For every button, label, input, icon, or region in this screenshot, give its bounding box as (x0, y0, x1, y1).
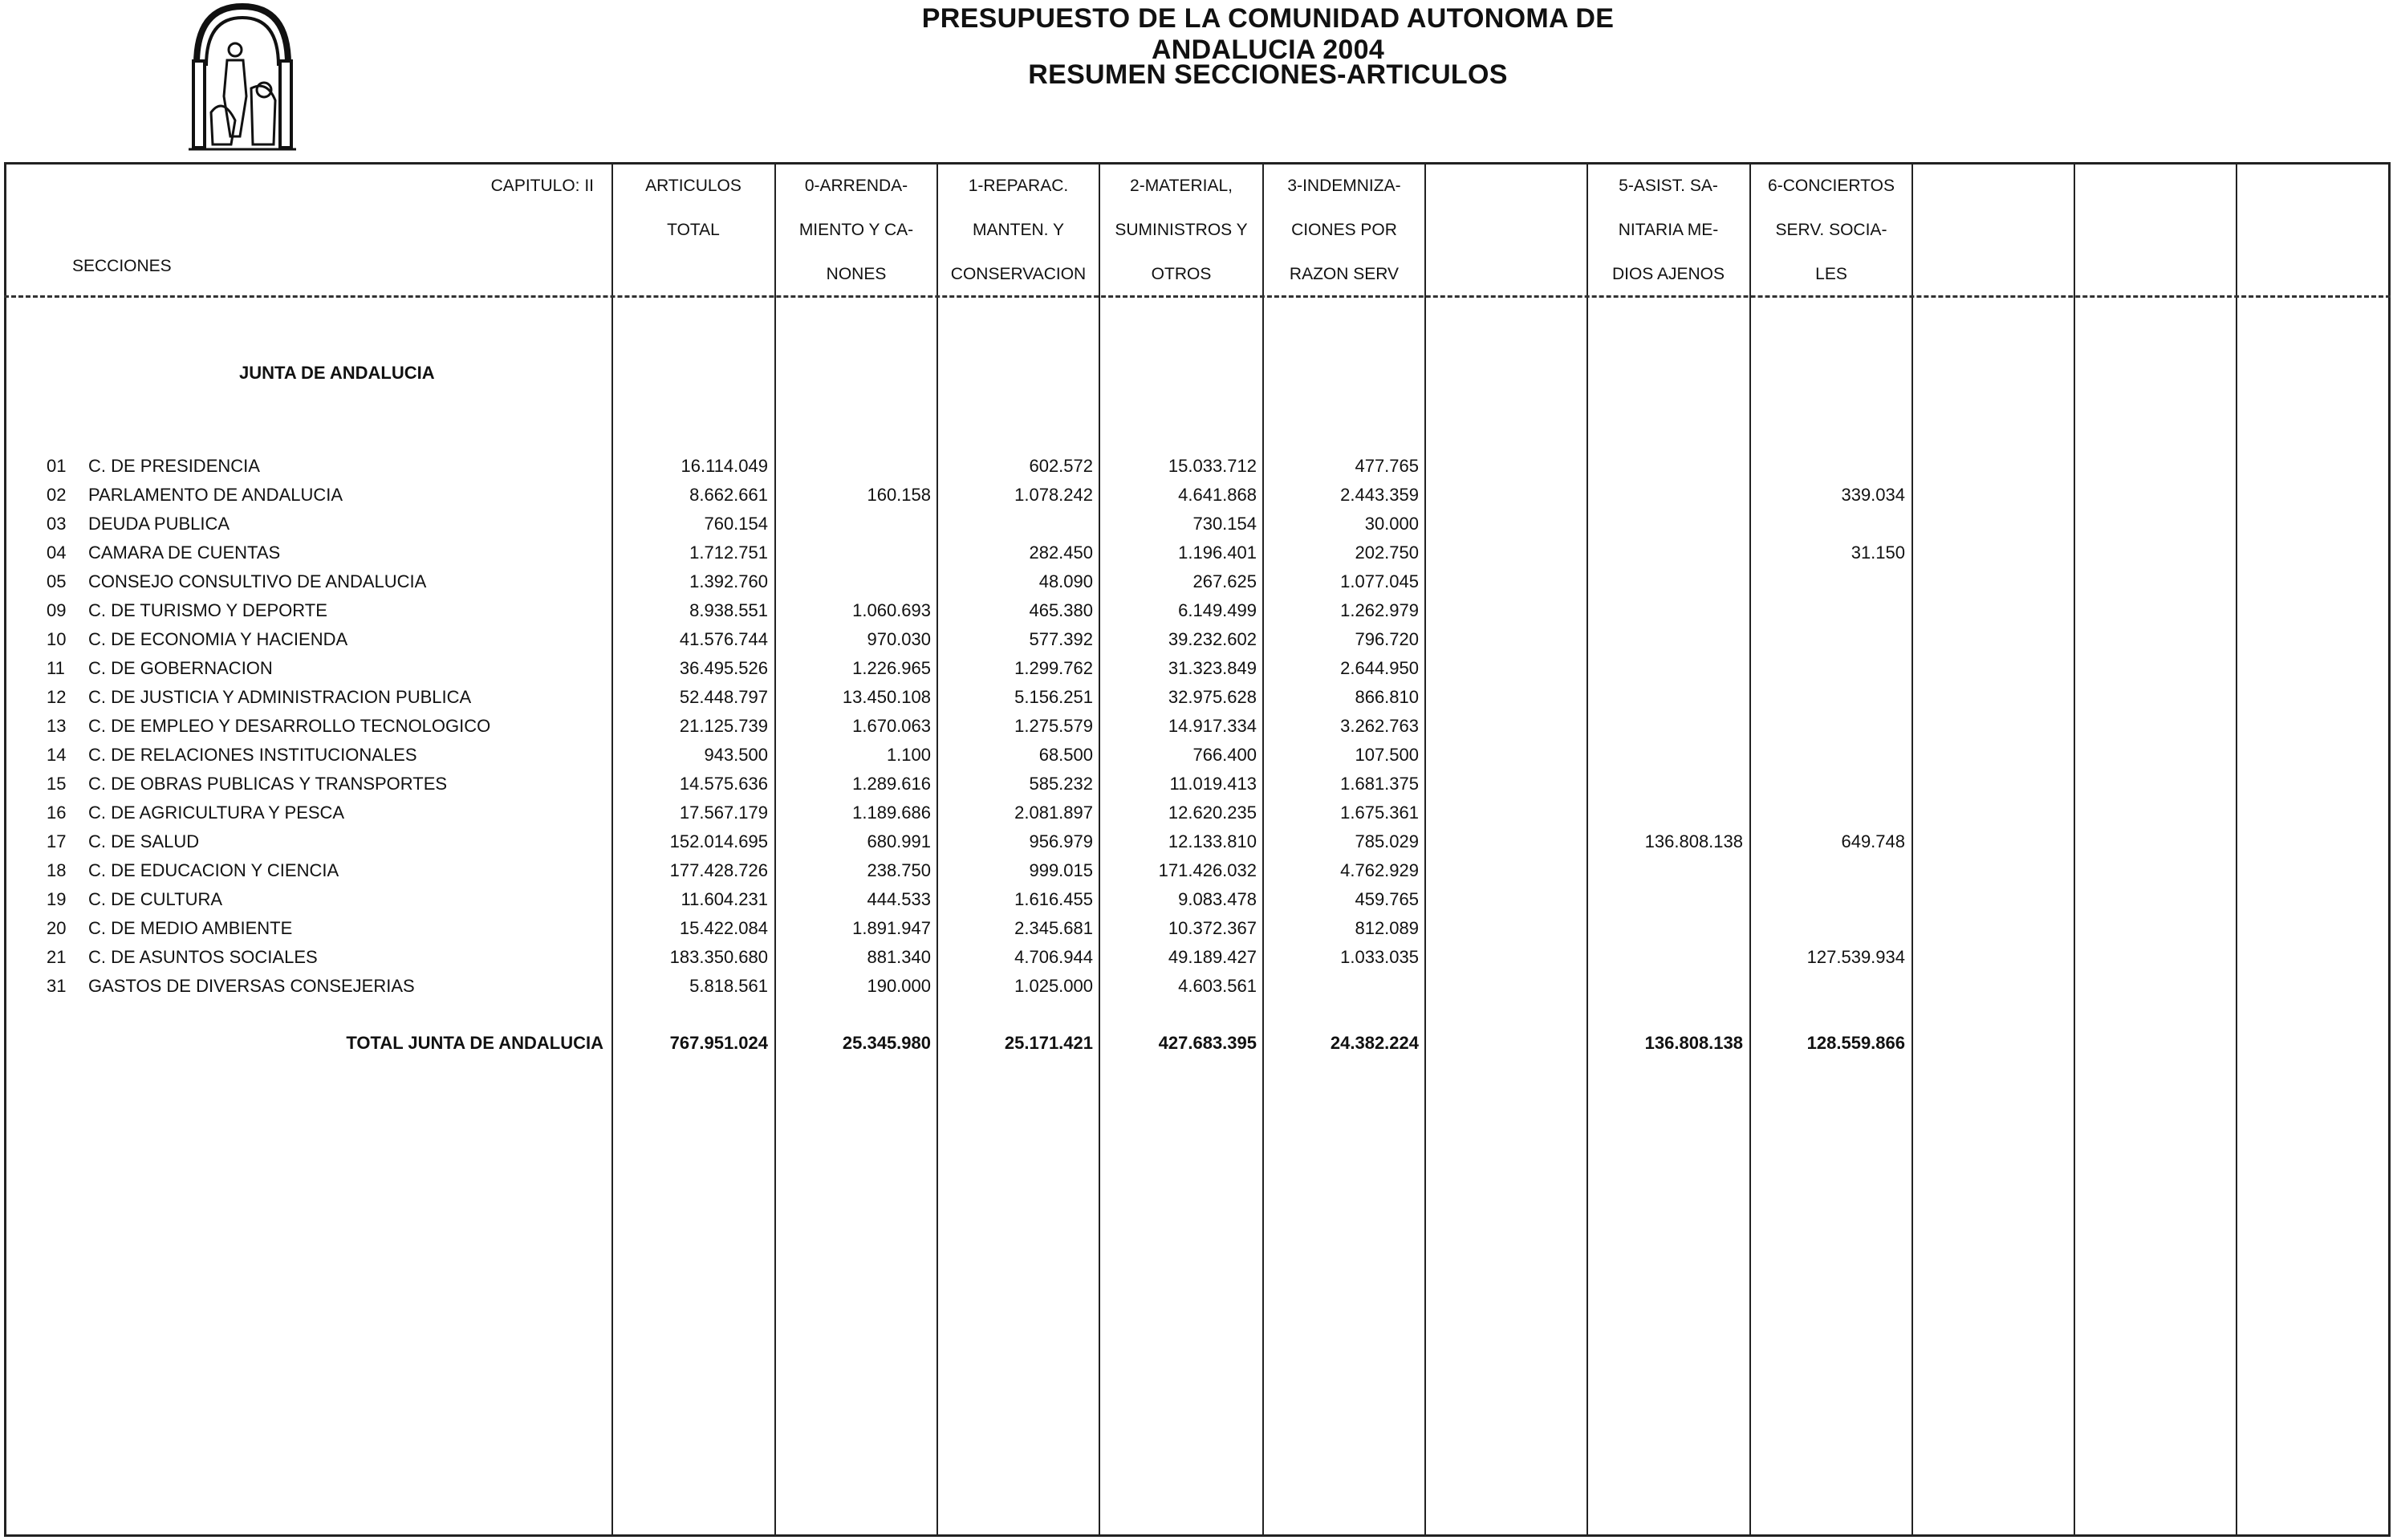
row-code: 18 (47, 860, 67, 880)
row-value: 1.681.375 (1340, 774, 1419, 794)
capitulo-label: CAPITULO: II (490, 177, 594, 195)
row-value: 1.189.686 (852, 803, 931, 823)
row-value: 5.156.251 (1014, 687, 1093, 707)
row-value: 8.662.661 (689, 485, 768, 505)
row-value: 1.077.045 (1340, 571, 1419, 591)
total-label: TOTAL JUNTA DE ANDALUCIA (346, 1033, 603, 1053)
col-header-asistencia-l1: 5-ASIST. SA- (1619, 177, 1718, 195)
row-name: C. DE RELACIONES INSTITUCIONALES (88, 745, 417, 765)
total-value: 427.683.395 (1158, 1033, 1257, 1053)
row-value: 999.015 (1029, 860, 1093, 880)
row-value: 10.372.367 (1168, 918, 1257, 938)
row-value: 4.641.868 (1178, 485, 1257, 505)
row-value: 785.029 (1355, 831, 1419, 851)
row-value: 282.450 (1029, 542, 1093, 563)
row-value: 3.262.763 (1340, 716, 1419, 736)
total-value: 25.345.980 (842, 1033, 931, 1053)
row-value: 4.706.944 (1014, 947, 1093, 967)
row-name: GASTOS DE DIVERSAS CONSEJERIAS (88, 976, 415, 996)
junta-andalucia-emblem-logo (187, 0, 298, 152)
col-header-arrendamientos-l1: 0-ARRENDA- (804, 177, 908, 195)
row-value: 17.567.179 (679, 803, 768, 823)
row-code: 02 (47, 485, 67, 505)
row-value: 152.014.695 (669, 831, 768, 851)
column-divider (2236, 162, 2237, 1537)
row-name: C. DE ECONOMIA Y HACIENDA (88, 629, 348, 649)
row-name: C. DE SALUD (88, 831, 200, 851)
col-header-material-l1: 2-MATERIAL, (1130, 177, 1233, 195)
row-name: C. DE CULTURA (88, 889, 223, 909)
col-header-asistencia-l2: NITARIA ME- (1618, 221, 1719, 239)
col-header-articulos-l2: TOTAL (667, 221, 720, 239)
total-value: 24.382.224 (1330, 1033, 1419, 1053)
row-name: C. DE OBRAS PUBLICAS Y TRANSPORTES (88, 774, 448, 794)
row-value: 1.299.762 (1014, 658, 1093, 678)
row-value: 8.938.551 (689, 600, 768, 620)
col-header-material-l3: OTROS (1151, 265, 1212, 283)
total-value: 25.171.421 (1004, 1033, 1093, 1053)
row-value: 32.975.628 (1168, 687, 1257, 707)
col-header-material-l2: SUMINISTROS Y (1115, 221, 1248, 239)
col-header-conciertos-l3: LES (1815, 265, 1847, 283)
column-divider (2074, 162, 2075, 1537)
row-value: 2.345.681 (1014, 918, 1093, 938)
row-value: 52.448.797 (679, 687, 768, 707)
row-name: C. DE MEDIO AMBIENTE (88, 918, 293, 938)
col-header-arrendamientos-l3: NONES (826, 265, 887, 283)
row-code: 14 (47, 745, 67, 765)
row-value: 1.712.751 (689, 542, 768, 563)
total-value: 136.808.138 (1644, 1033, 1743, 1053)
row-value: 465.380 (1029, 600, 1093, 620)
row-value: 202.750 (1355, 542, 1419, 563)
row-value: 31.150 (1851, 542, 1905, 563)
row-value: 16.114.049 (681, 456, 768, 476)
row-code: 19 (47, 889, 67, 909)
row-value: 4.762.929 (1340, 860, 1419, 880)
row-code: 11 (47, 658, 65, 678)
row-value: 68.500 (1038, 745, 1093, 765)
col-header-reparac-l1: 1-REPARAC. (968, 177, 1069, 195)
row-value: 1.670.063 (852, 716, 931, 736)
row-value: 943.500 (704, 745, 768, 765)
row-value: 11.604.231 (681, 889, 768, 909)
row-value: 1.100 (886, 745, 931, 765)
col-header-reparac-l2: MANTEN. Y (973, 221, 1064, 239)
row-name: DEUDA PUBLICA (88, 514, 230, 534)
row-value: 267.625 (1192, 571, 1257, 591)
row-value: 1.078.242 (1014, 485, 1093, 505)
row-name: CONSEJO CONSULTIVO DE ANDALUCIA (88, 571, 427, 591)
total-value: 128.559.866 (1806, 1033, 1905, 1053)
row-value: 12.133.810 (1168, 831, 1257, 851)
row-value: 760.154 (704, 514, 768, 534)
row-code: 31 (47, 976, 67, 996)
total-value: 767.951.024 (669, 1033, 768, 1053)
group-title: JUNTA DE ANDALUCIA (239, 363, 435, 383)
row-value: 956.979 (1029, 831, 1093, 851)
row-name: C. DE JUSTICIA Y ADMINISTRACION PUBLICA (88, 687, 472, 707)
row-value: 41.576.744 (679, 629, 768, 649)
row-value: 1.025.000 (1014, 976, 1093, 996)
row-value: 1.392.760 (689, 571, 768, 591)
row-value: 970.030 (867, 629, 931, 649)
row-value: 1.275.579 (1014, 716, 1093, 736)
row-value: 21.125.739 (679, 716, 768, 736)
column-divider (1424, 162, 1426, 1537)
row-name: C. DE TURISMO Y DEPORTE (88, 600, 327, 620)
row-code: 05 (47, 571, 67, 591)
row-value: 766.400 (1192, 745, 1257, 765)
row-code: 10 (47, 629, 67, 649)
col-header-reparac-l3: CONSERVACION (950, 265, 1087, 283)
row-value: 14.575.636 (679, 774, 768, 794)
row-value: 459.765 (1355, 889, 1419, 909)
row-value: 49.189.427 (1168, 947, 1257, 967)
row-value: 177.428.726 (669, 860, 768, 880)
row-value: 190.000 (867, 976, 931, 996)
row-value: 339.034 (1841, 485, 1905, 505)
row-code: 01 (47, 456, 67, 476)
row-value: 585.232 (1029, 774, 1093, 794)
row-value: 39.232.602 (1168, 629, 1257, 649)
row-name: CAMARA DE CUENTAS (88, 542, 281, 563)
row-value: 1.675.361 (1340, 803, 1419, 823)
row-value: 160.158 (867, 485, 931, 505)
row-code: 17 (47, 831, 67, 851)
row-code: 15 (47, 774, 67, 794)
row-value: 13.450.108 (842, 687, 931, 707)
row-value: 183.350.680 (669, 947, 768, 967)
row-code: 12 (47, 687, 67, 707)
row-value: 812.089 (1355, 918, 1419, 938)
col-header-asistencia-l3: DIOS AJENOS (1611, 265, 1725, 283)
row-code: 21 (47, 947, 67, 967)
row-value: 1.060.693 (852, 600, 931, 620)
col-header-arrendamientos-l2: MIENTO Y CA- (798, 221, 914, 239)
row-value: 4.603.561 (1178, 976, 1257, 996)
row-value: 477.765 (1355, 456, 1419, 476)
row-value: 9.083.478 (1178, 889, 1257, 909)
row-value: 2.081.897 (1014, 803, 1093, 823)
row-value: 1.891.947 (852, 918, 931, 938)
row-value: 127.539.934 (1806, 947, 1905, 967)
page-title: PRESUPUESTO DE LA COMUNIDAD AUTONOMA DE ANDALUCIA 2004 (921, 3, 1615, 65)
row-value: 36.495.526 (679, 658, 768, 678)
row-value: 1.033.035 (1340, 947, 1419, 967)
row-name: C. DE EMPLEO Y DESARROLLO TECNOLOGICO (88, 716, 491, 736)
row-value: 577.392 (1029, 629, 1093, 649)
row-code: 04 (47, 542, 67, 563)
secciones-label: SECCIONES (72, 257, 172, 275)
row-name: PARLAMENTO DE ANDALUCIA (88, 485, 343, 505)
row-name: C. DE AGRICULTURA Y PESCA (88, 803, 345, 823)
col-header-articulos-l1: ARTICULOS (645, 177, 741, 195)
row-value: 30.000 (1364, 514, 1419, 534)
col-header-indemnizaciones-l3: RAZON SERV (1289, 265, 1400, 283)
row-name: C. DE PRESIDENCIA (88, 456, 260, 476)
row-code: 16 (47, 803, 67, 823)
row-value: 1.262.979 (1340, 600, 1419, 620)
page-subtitle: RESUMEN SECCIONES-ARTICULOS (1028, 59, 1508, 90)
col-header-indemnizaciones-l1: 3-INDEMNIZA- (1287, 177, 1401, 195)
row-value: 730.154 (1192, 514, 1257, 534)
row-value: 14.917.334 (1168, 716, 1257, 736)
col-header-conciertos-l1: 6-CONCIERTOS (1768, 177, 1895, 195)
row-value: 12.620.235 (1168, 803, 1257, 823)
row-value: 796.720 (1355, 629, 1419, 649)
row-value: 107.500 (1355, 745, 1419, 765)
row-value: 136.808.138 (1644, 831, 1743, 851)
row-value: 31.323.849 (1168, 658, 1257, 678)
column-divider (1912, 162, 1913, 1537)
row-code: 20 (47, 918, 67, 938)
row-value: 238.750 (867, 860, 931, 880)
row-value: 15.422.084 (679, 918, 768, 938)
row-value: 881.340 (867, 947, 931, 967)
col-header-conciertos-l2: SERV. SOCIA- (1775, 221, 1887, 239)
row-value: 602.572 (1029, 456, 1093, 476)
row-name: C. DE ASUNTOS SOCIALES (88, 947, 318, 967)
col-header-indemnizaciones-l2: CIONES POR (1291, 221, 1397, 239)
row-value: 1.226.965 (852, 658, 931, 678)
row-value: 11.019.413 (1169, 774, 1257, 794)
row-name: C. DE GOBERNACION (88, 658, 273, 678)
row-value: 1.289.616 (852, 774, 931, 794)
row-code: 03 (47, 514, 67, 534)
row-code: 13 (47, 716, 67, 736)
row-name: C. DE EDUCACION Y CIENCIA (88, 860, 339, 880)
row-value: 680.991 (867, 831, 931, 851)
row-value: 1.616.455 (1014, 889, 1093, 909)
row-value: 2.443.359 (1340, 485, 1419, 505)
row-value: 2.644.950 (1340, 658, 1419, 678)
row-value: 649.748 (1841, 831, 1905, 851)
row-value: 5.818.561 (689, 976, 768, 996)
row-value: 48.090 (1038, 571, 1093, 591)
row-code: 09 (47, 600, 67, 620)
row-value: 171.426.032 (1158, 860, 1257, 880)
row-value: 1.196.401 (1178, 542, 1257, 563)
row-value: 6.149.499 (1178, 600, 1257, 620)
row-value: 866.810 (1355, 687, 1419, 707)
row-value: 444.533 (867, 889, 931, 909)
row-value: 15.033.712 (1168, 456, 1257, 476)
